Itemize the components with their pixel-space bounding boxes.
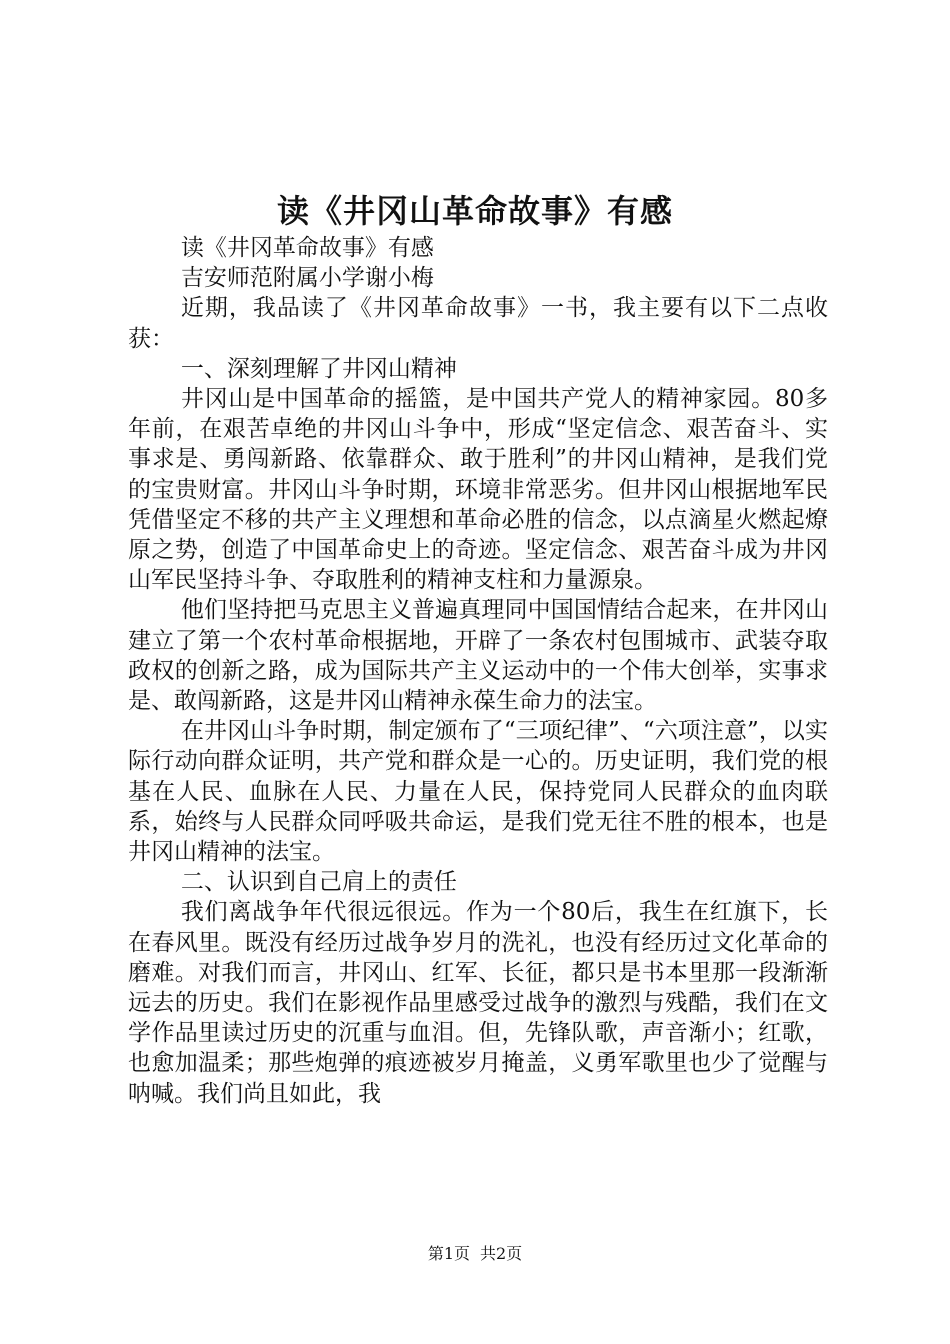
paragraph-subtitle: 读《井冈革命故事》有感 (180, 235, 434, 261)
paragraph-body: 在井冈山斗争时期，制定颁布了“三项纪律”、“六项注意”，以实际行动向群众证明，共产党和群众是一心的。历史证明，我们党的根基在人民、血脉在人民、力量在人民，保持党同人民群众的血肉联系，始终与人民群众同呼吸共命运，是我们党无往不胜的根本，也是井冈山精神的法宝。 (128, 718, 828, 866)
document-title: 读《井冈山革命故事》有感 (276, 192, 673, 230)
section-heading-2: 二、认识到自己肩上的责任 (180, 869, 457, 896)
paragraph-body: 我们离战争年代很远很远。作为一个80后，我生在红旗下，长在春风里。既没有经历过战争岁月的洗礼，也没有经历过文化革命的磨难。对我们而言，井冈山、红军、长征，都只是书本里那一段渐渐远去的历史。我们在影视作品里感受过战争的激烈与残酷，我们在文学作品里读过历史的沉重与血泪。但，先锋队歌，声音渐小；红歌，也愈加温柔；那些炮弹的痕迹被岁月掩盖，义勇军歌里也少了觉醒与呐喊。我们尚且如此，我 (128, 899, 828, 1107)
section-heading-1: 一、深刻理解了井冈山精神 (180, 355, 457, 382)
paragraph-author: 吉安师范附属小学谢小梅 (180, 265, 434, 292)
paragraph-body: 他们坚持把马克思主义普遍真理同中国国情结合起来，在井冈山建立了第一个农村革命根据地，开辟了一条农村包围城市、武装夺取政权的创新之路，成为国际共产主义运动中的一个伟大创举，实事求是、敢闯新路，这是井冈山精神永葆生命力的法宝。 (128, 597, 828, 715)
paragraph-body: 井冈山是中国革命的摇篮，是中国共产党人的精神家园。80多年前，在艰苦卓绝的井冈山斗争中，形成“坚定信念、艰苦奋斗、实事求是、勇闯新路、依靠群众、敢于胜利”的井冈山精神，是我们党的宝贵财富。井冈山斗争时期，环境非常恶劣。但井冈山根据地军民凭借坚定不移的共产主义理想和革命必胜的信念，以点滴星火燃起燎原之势，创造了中国革命史上的奇迹。坚定信念、艰苦奋斗成为井冈山军民坚持斗争、夺取胜利的精神支柱和力量源泉。 (128, 386, 828, 594)
page-footer (0, 1243, 950, 1265)
document-body (128, 233, 828, 1109)
page-total: 共2页 (480, 1244, 523, 1263)
paragraph-intro: 近期，我品读了《井冈革命故事》一书，我主要有以下二点收获： (128, 295, 828, 352)
page-number: 第1页 (427, 1244, 470, 1263)
